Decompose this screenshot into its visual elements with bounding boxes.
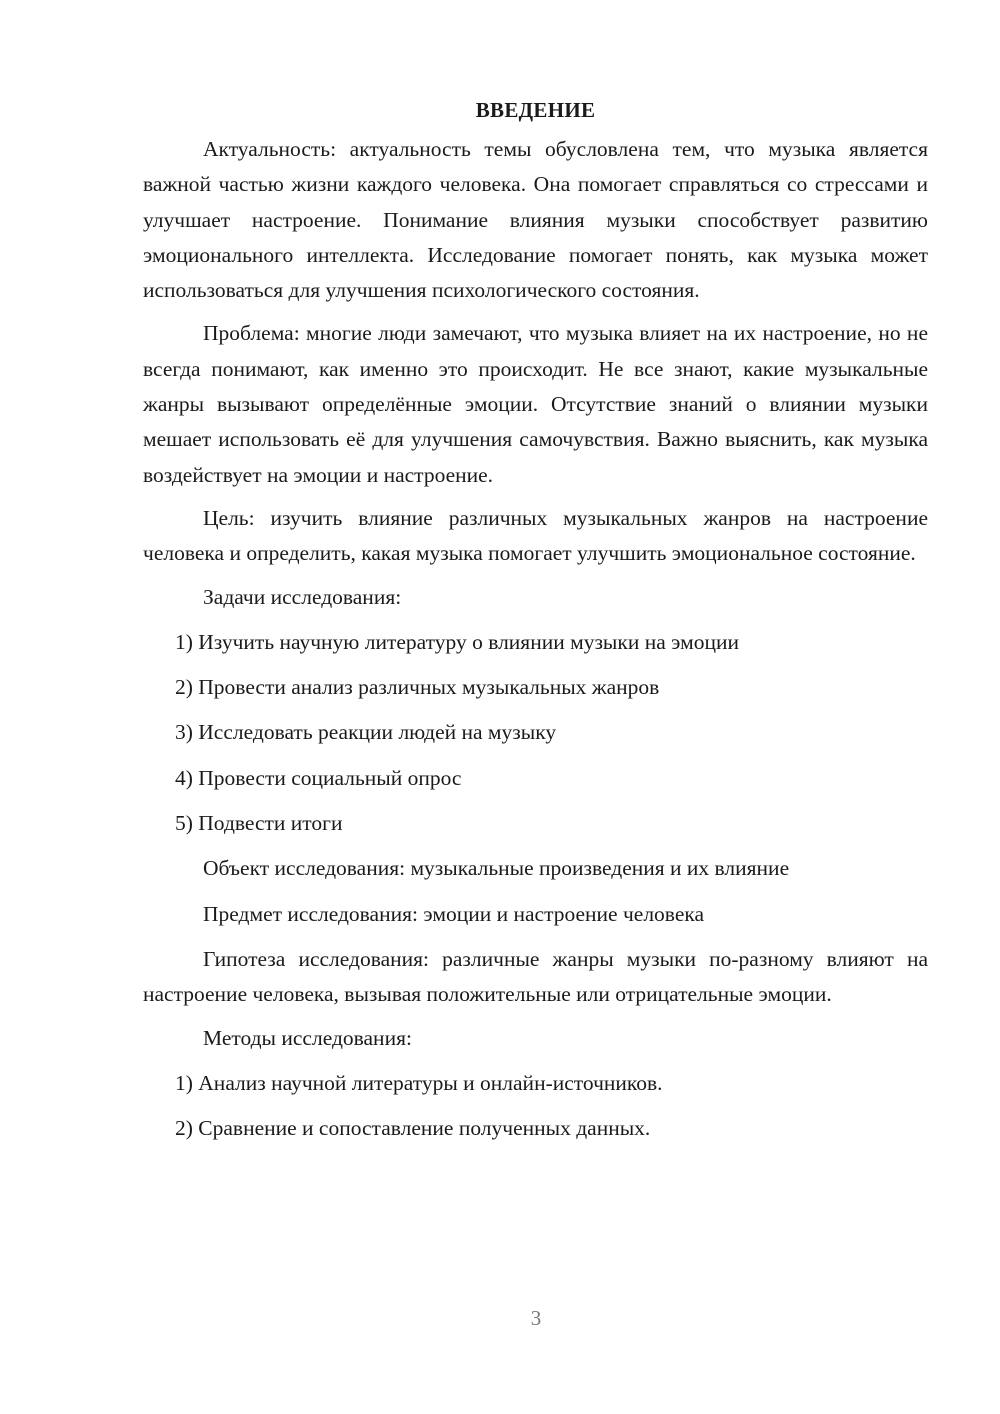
task-item: 5) Подвести итоги	[175, 811, 343, 836]
section-title: ВВЕДЕНИЕ	[475, 98, 596, 122]
task-item: 1) Изучить научную литературу о влиянии музыки на эмоции	[175, 629, 740, 654]
task-item: 4) Провести социальный опрос	[175, 765, 462, 790]
tasks-list	[143, 625, 928, 841]
relevance-paragraph: Актуальность: актуальность темы обусловлена тем, что музыка является важной частью жизни каждого человека. Она помогает справляться со стрессами и улучшает настроение. Понимание влияния музыки способствует развитию эмоционального интеллекта. Исследование помогает понять, как музыка может использоваться для улучшения психологического состояния.	[143, 137, 928, 303]
document-page	[143, 92, 928, 1156]
problem-paragraph: Проблема: многие люди замечают, что музыка влияет на их настроение, но не всегда понимают, как именно это происходит. Не все знают, какие музыкальные жанры вызывают определённые эмоции. Отсутствие знаний о влиянии музыки мешает использовать её для улучшения самочувствия. Важно выяснить, как музыка воздействует на эмоции и настроение.	[143, 321, 928, 487]
method-item: 1) Анализ научной литературы и онлайн-источников.	[175, 1070, 663, 1095]
object-line: Объект исследования: музыкальные произведения и их влияние	[203, 856, 790, 881]
task-item: 2) Провести анализ различных музыкальных жанров	[175, 675, 660, 700]
goal-paragraph: Цель: изучить влияние различных музыкальных жанров на настроение человека и определить, какая музыка помогает улучшить эмоциональное состояние.	[143, 505, 928, 566]
task-item: 3) Исследовать реакции людей на музыку	[175, 720, 557, 745]
method-item: 2) Сравнение и сопоставление полученных данных.	[175, 1116, 651, 1141]
page-number: 3	[530, 1306, 542, 1330]
methods-list	[143, 1066, 928, 1147]
tasks-heading: Задачи исследования:	[203, 584, 402, 609]
hypothesis-paragraph: Гипотеза исследования: различные жанры музыки по-разному влияют на настроение человека, вызывая положительные или отрицательные эмоции.	[143, 946, 928, 1007]
subject-line: Предмет исследования: эмоции и настроение человека	[203, 901, 705, 926]
methods-heading: Методы исследования:	[203, 1025, 412, 1050]
